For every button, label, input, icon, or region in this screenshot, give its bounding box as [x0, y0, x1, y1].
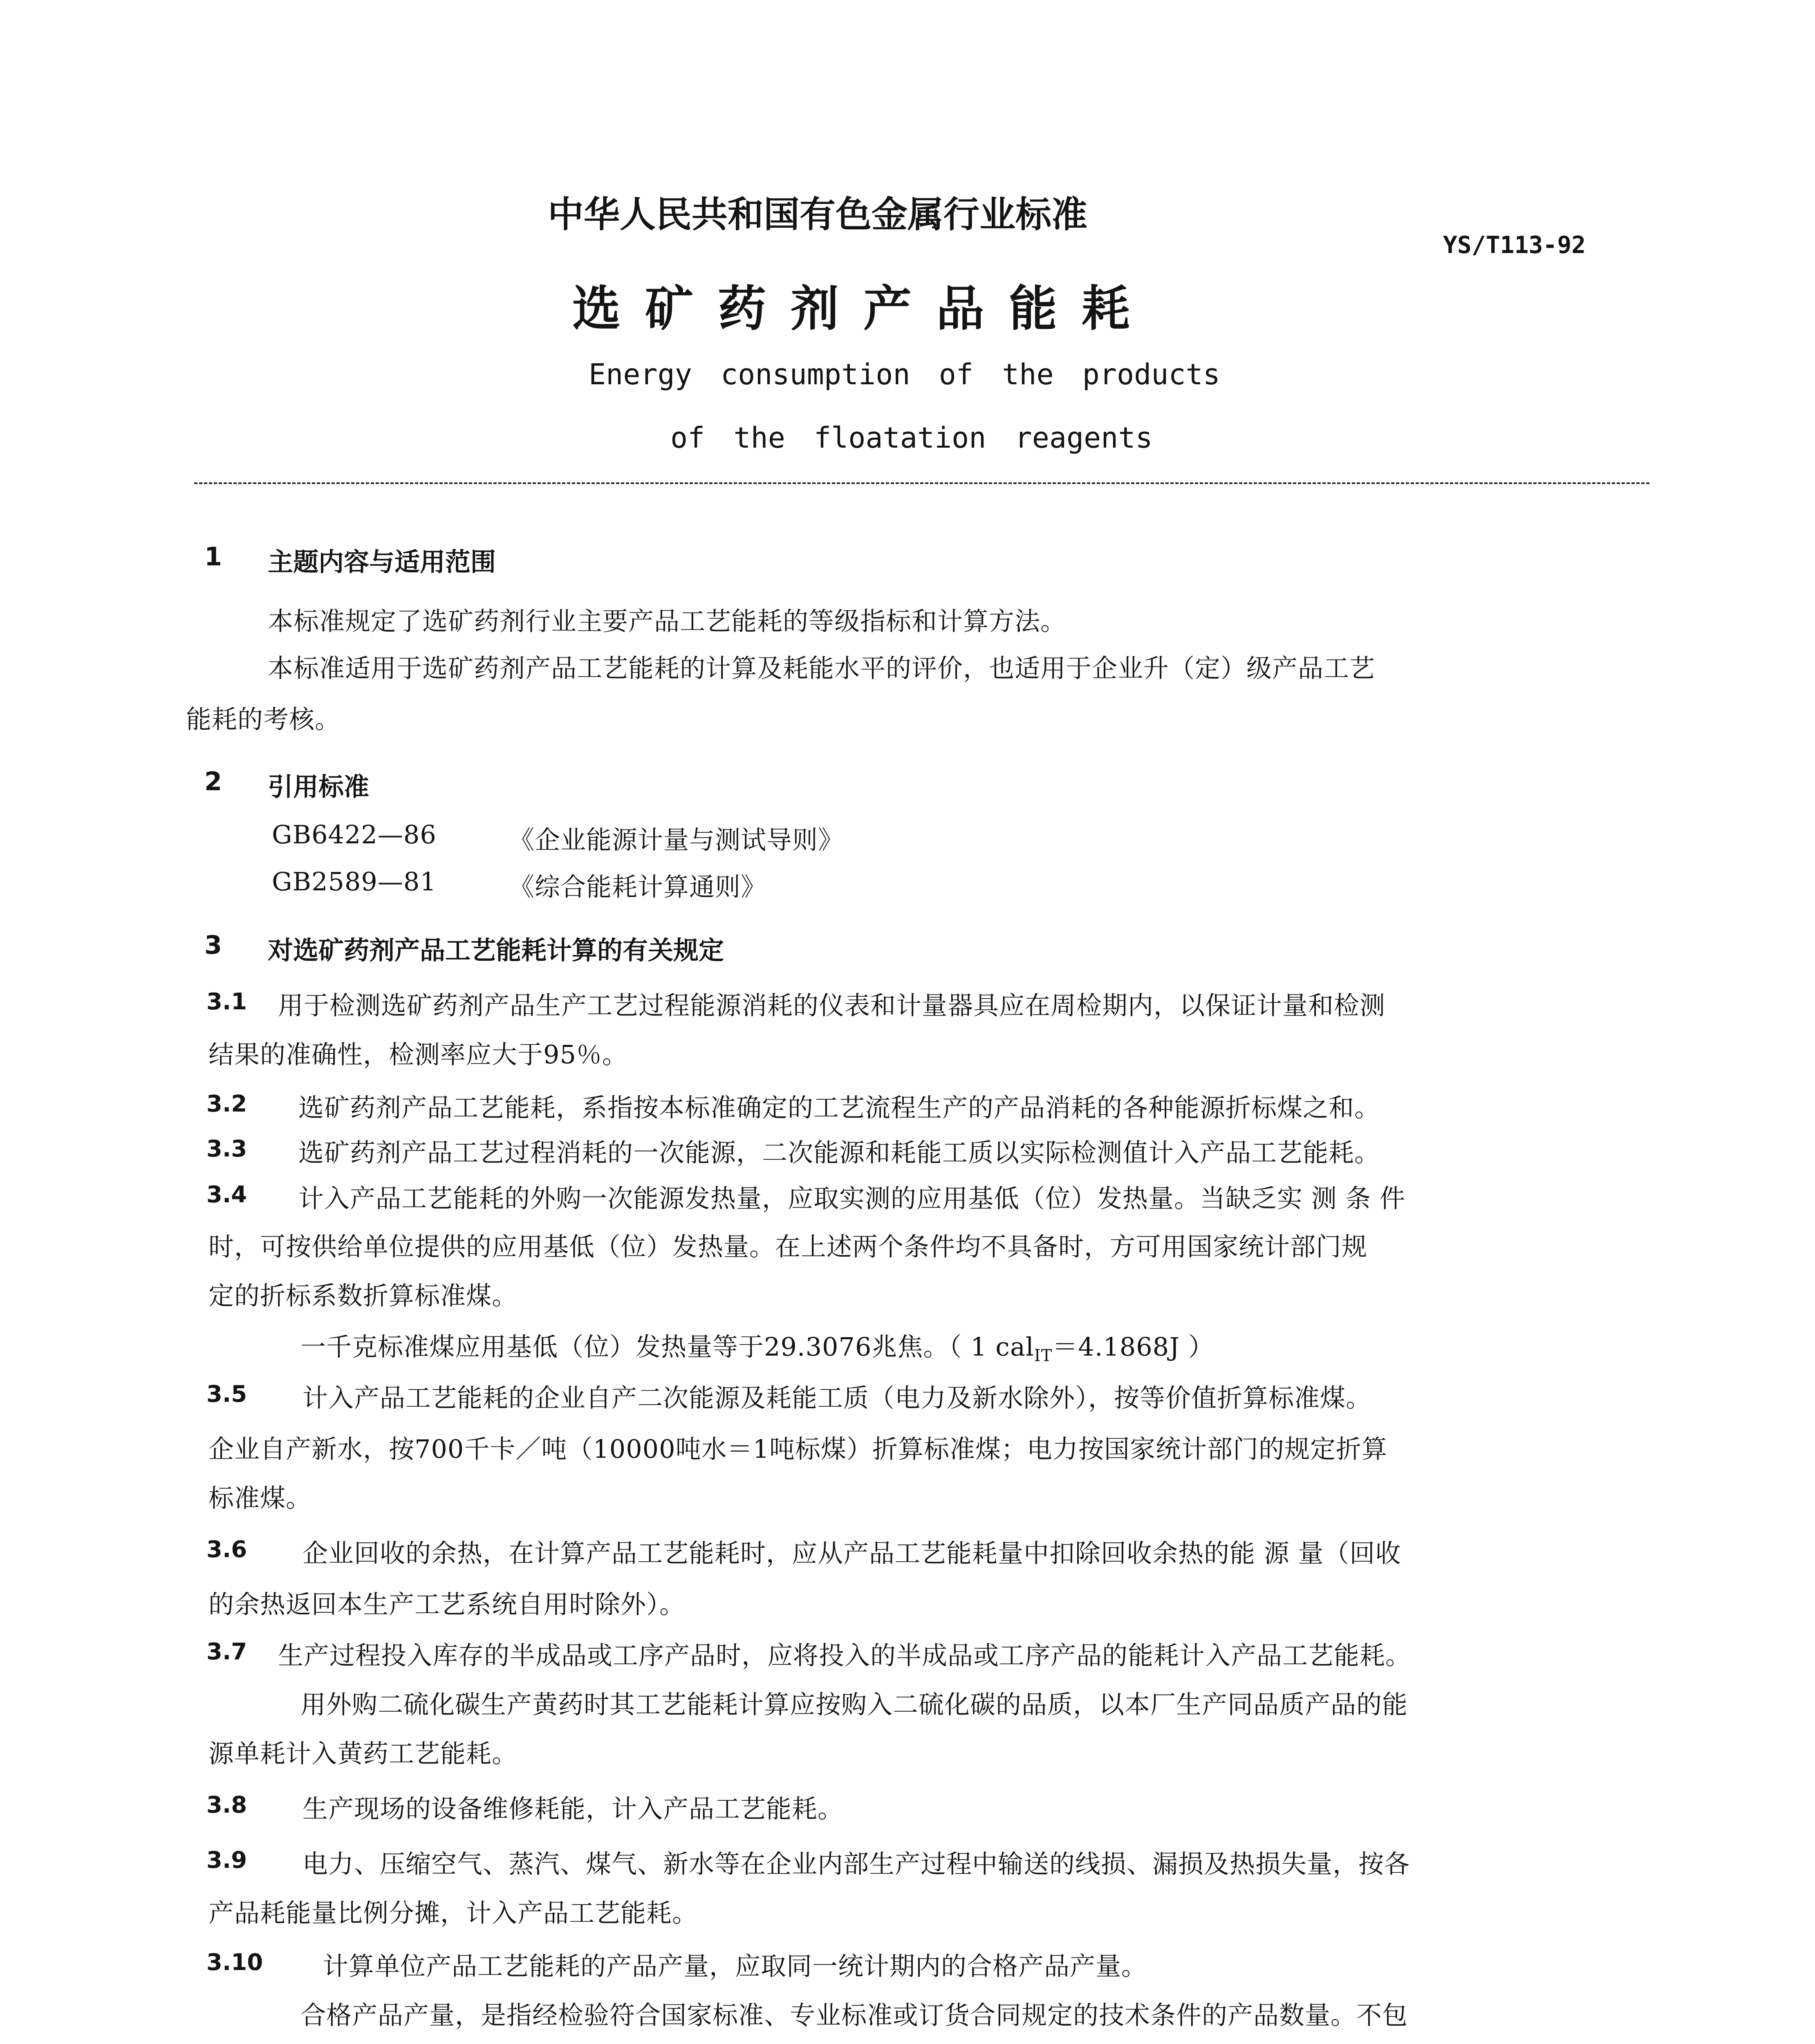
clause-3-4-line2: 时，可按供给单位提供的应用基低（位）发热量。在上述两个条件均不具备时，方可用国家统计部门规: [208, 1232, 1368, 1262]
section-3-heading: 对选矿药剂产品工艺能耗计算的有关规定: [268, 935, 724, 965]
clause-3-2-line1: 选矿药剂产品工艺能耗，系指按本标准确定的工艺流程生产的产品消耗的各种能源折标煤之和。: [298, 1093, 1380, 1123]
clause-3-5-line2: 企业自产新水，按700千卡／吨（10000吨水＝1吨标煤）折算标准煤；电力按国家统计部门的规定折算: [208, 1434, 1388, 1464]
org-title: 中华人民共和国有色金属行业标准: [548, 193, 1088, 235]
clause-3-7-line2: 用外购二硫化碳生产黄药时其工艺能耗计算应按购入二硫化碳的品质，以本厂生产同品质产品的能: [300, 1690, 1408, 1719]
clause-3-1-line1: 用于检测选矿药剂产品生产工艺过程能源消耗的仪表和计量器具应在周检期内，以保证计量和检测: [278, 991, 1386, 1020]
clause-3-7-number: 3.7: [206, 1638, 247, 1665]
english-title-line2: of the floatation reagents: [670, 421, 1153, 455]
section-1-para2-line2: 能耗的考核。: [186, 704, 341, 734]
section-2-heading: 引用标准: [268, 772, 370, 802]
clause-3-8-line1: 生产现场的设备维修耗能，计入产品工艺能耗。: [302, 1794, 844, 1824]
clause-3-1-number: 3.1: [206, 988, 247, 1015]
clause-3-4-number: 3.4: [206, 1181, 247, 1208]
clause-3-4-line1: 计入产品工艺能耗的外购一次能源发热量，应取实测的应用基低（位）发热量。当缺乏实 测 条 件: [298, 1183, 1406, 1213]
clause-3-1-line2: 结果的准确性，检测率应大于95％。: [208, 1040, 628, 1069]
ref-title: 《综合能耗计算通则》: [509, 872, 767, 902]
clause-3-9-line2: 产品耗能量比例分摊，计入产品工艺能耗。: [208, 1898, 698, 1928]
ref-code: GB2589—81: [272, 867, 437, 896]
clause-3-10-line2: 合格产品产量，是指经检验符合国家标准、专业标准或订货合同规定的技术条件的产品数量。不包: [300, 2000, 1408, 2030]
clause-3-6-number: 3.6: [206, 1536, 247, 1563]
clause-3-3-number: 3.3: [206, 1136, 247, 1162]
clause-3-5-number: 3.5: [206, 1381, 247, 1407]
clause-3-9-number: 3.9: [206, 1847, 247, 1874]
header-divider: [194, 482, 1649, 484]
section-3-number: 3: [204, 930, 222, 960]
clause-3-5-line1: 计入产品工艺能耗的企业自产二次能源及耗能工质（电力及新水除外），按等价值折算标准煤。: [302, 1383, 1372, 1413]
ref-title: 《企业能源计量与测试导则》: [509, 825, 844, 855]
clause-3-4-subscript: IT: [1034, 1346, 1053, 1365]
clause-3-4-line3: 定的折标系数折算标准煤。: [208, 1281, 518, 1311]
clause-3-4-line4: [300, 1327, 1214, 1365]
clause-3-3-line1: 选矿药剂产品工艺过程消耗的一次能源，二次能源和耗能工质以实际检测值计入产品工艺能耗。: [298, 1138, 1380, 1168]
clause-3-9-line1: 电力、压缩空气、蒸汽、煤气、新水等在企业内部生产过程中输送的线损、漏损及热损失量，按各: [302, 1849, 1410, 1879]
section-2-number: 2: [204, 766, 222, 796]
section-1-para2-line1: 本标准适用于选矿药剂产品工艺能耗的计算及耗能水平的评价，也适用于企业升（定）级产品工艺: [268, 653, 1376, 683]
section-1-heading: 主题内容与适用范围: [268, 547, 496, 577]
clause-3-6-line2: 的余热返回本生产工艺系统自用时除外）。: [208, 1589, 686, 1619]
clause-3-2-number: 3.2: [206, 1091, 247, 1117]
clause-3-8-number: 3.8: [206, 1792, 247, 1818]
section-1-para1: 本标准规定了选矿药剂行业主要产品工艺能耗的等级指标和计算方法。: [268, 606, 1067, 636]
standard-code: YS/T113-92: [1443, 231, 1586, 259]
doc-title: 选矿药剂产品能耗: [572, 280, 1155, 337]
clause-3-4-line4-text: 一千克标准煤应用基低（位）发热量等于29.3076兆焦。（ 1 cal: [300, 1332, 1034, 1362]
clause-3-10-number: 3.10: [206, 1949, 263, 1976]
clause-3-5-line3: 标准煤。: [208, 1483, 312, 1513]
clause-3-6-line1: 企业回收的余热，在计算产品工艺能耗时，应从产品工艺能耗量中扣除回收余热的能 源 量（回收: [302, 1538, 1401, 1568]
english-title-line1: Energy consumption of the products: [589, 358, 1220, 391]
clause-3-10-line1: 计算单位产品工艺能耗的产品产量，应取同一统计期内的合格产品产量。: [323, 1951, 1147, 1981]
clause-3-4-line4-tail: ＝4.1868J ）: [1052, 1332, 1214, 1362]
clause-3-7-line1: 生产过程投入库存的半成品或工序产品时，应将投入的半成品或工序产品的能耗计入产品工艺能耗。: [278, 1641, 1412, 1670]
ref-code: GB6422—86: [272, 820, 437, 849]
section-1-number: 1: [204, 542, 222, 572]
clause-3-7-line3: 源单耗计入黄药工艺能耗。: [208, 1739, 518, 1768]
